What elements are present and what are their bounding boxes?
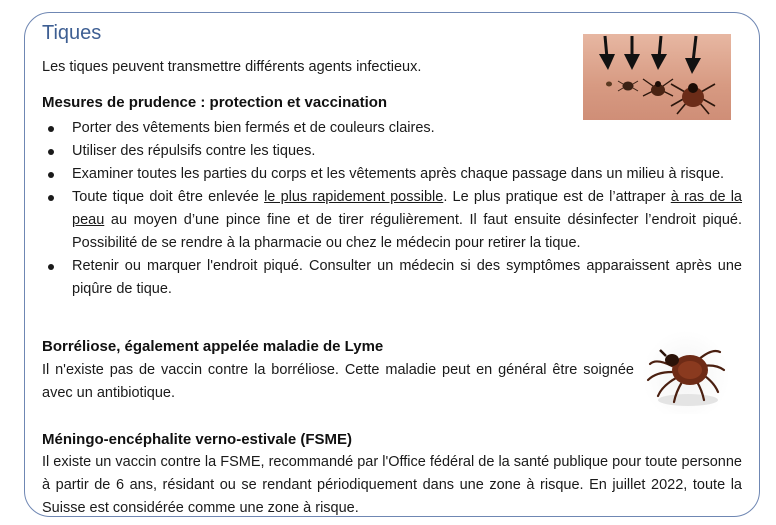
fsme-text: Il existe un vaccin contre la FSME, recommandé par l'Office fédéral de la santé publique pour toute personne à partir de 6 ans, résidant ou se rendant périodiquement dans une zone à risque. En juillet 2022, toute la Suisse est considérée comme une zone à risque. — [42, 454, 742, 516]
lyme-heading: Borréliose, également appelée maladie de Lyme — [42, 338, 384, 355]
intro-text: Les tiques peuvent transmettre différents agents infectieux. — [42, 59, 422, 75]
page-title: Tiques — [42, 22, 102, 44]
lyme-text: Il n'existe pas de vaccin contre la borréliose. Cette maladie peut en général être soignée avec un antibiotique. — [42, 362, 634, 401]
underlined-asap: le plus rapidement possible — [264, 189, 444, 205]
list-item — [42, 186, 742, 255]
removal-text-1: Toute tique doit être enlevée — [72, 189, 265, 205]
removal-text-3: au moyen d’une pince fine et de tirer régulièrement. Il faut ensuite désinfecter l’endroit piqué. Possibilité de se rendre à la pharmacie ou chez le médecin pour retirer la tique. — [72, 212, 742, 251]
underlined-skin-level: à ras de la peau — [72, 189, 742, 228]
list-item: Examiner toutes les parties du corps et les vêtements après chaque passage dans un milieu à risque. — [42, 163, 742, 186]
list-item: Porter des vêtements bien fermés et de couleurs claires. — [42, 117, 742, 140]
fsme-heading: Méningo-encéphalite verno-estivale (FSME) — [42, 431, 353, 448]
list-item: Utiliser des répulsifs contre les tiques. — [42, 140, 742, 163]
tick-stages-photo — [583, 34, 731, 120]
prevention-list — [42, 117, 742, 301]
tick-closeup-photo — [642, 330, 730, 414]
prevention-heading: Mesures de prudence : protection et vaccination — [42, 94, 388, 111]
removal-text-2: . Le plus pratique est de l’attraper — [443, 189, 671, 205]
list-item: Retenir ou marquer l'endroit piqué. Consulter un médecin si des symptômes apparaissent après une piqûre de tique. — [42, 255, 742, 301]
